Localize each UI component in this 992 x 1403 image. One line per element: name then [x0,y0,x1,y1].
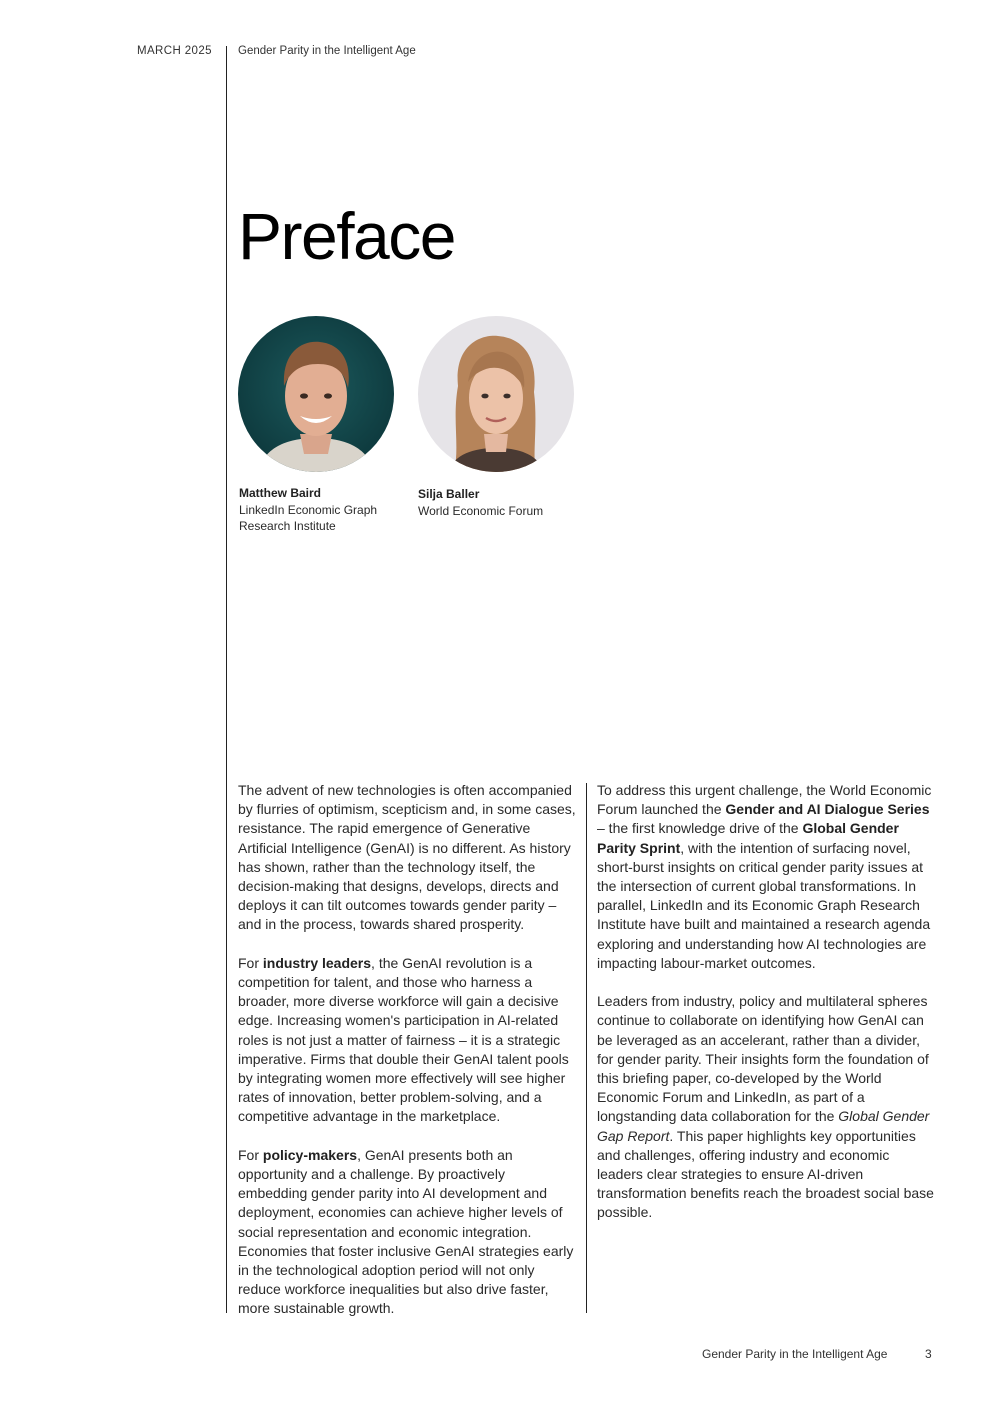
paragraph-policy-makers: For policy-makers, GenAI presents both an opportunity and a challenge. By proactively embedding gender parity into AI development and deployment, economies can achieve higher levels of social representation and economic integration. Economies that foster inclusive GenAI strategies early in the technological adoption period will not only reduce workforce inequalities but also drive faster, more sustainable growth. [238,1146,574,1317]
footer-title: Gender Parity in the Intelligent Age [702,1347,888,1361]
author-name: Silja Baller [418,487,480,501]
author-affiliation: LinkedIn Economic Graph Research Institute [239,502,378,533]
author-caption-1 [239,485,399,535]
author-affiliation: World Economic Forum [418,503,544,518]
body-column-left [238,781,576,1338]
column-divider [586,783,587,1313]
page-number: 3 [925,1347,932,1361]
header-date: MARCH 2025 [137,45,212,57]
portrait-man-image [238,316,394,472]
paragraph-dialogue-series: To address this urgent challenge, the World Economic Forum launched the Gender and AI Dialogue Series – the first knowledge drive of the Global Gender Parity Sprint, with the intention of surfacing novel, short-burst insights on critical gender parity issues at the intersection of current global transformations. In parallel, LinkedIn and its Economic Graph Research Institute have built and maintained a research agenda exploring and understanding how AI technologies are impacting labour-market outcomes. [597,782,932,971]
paragraph-leaders: Leaders from industry, policy and multilateral spheres continue to collaborate on identifying how GenAI can be leveraged as an accelerant, rather than a divider, for gender parity. Their insights form the foundation of this briefing paper, co-developed by the World Economic Forum and LinkedIn, as part of a longstanding data collaboration for the Global Gender Gap Report. This paper highlights key opportunities and challenges, offering industry and economic leaders clear strategies to ensure AI-driven transformation benefits reach the broadest social base possible. [597,993,934,1221]
page-title: Preface [238,199,455,273]
paragraph-intro: The advent of new technologies is often accompanied by flurries of optimism, scepticism and, in some cases, resistance. The rapid emergence of Generative Artificial Intelligence (GenAI) is no different. As history has shown, rather than the technology itself, the decision-making that designs, develops, directs and deploys it can tilt outcomes towards gender parity – and in the process, towards shared prosperity. [238,782,576,933]
body-column-right [597,781,937,1242]
paragraph-industry-leaders: For industry leaders, the GenAI revolution is a competition for talent, and those who harness a broader, more diverse workforce will gain a decisive edge. Increasing women's participation in AI-related roles is not just a matter of fairness – it is a strategic imperative. Firms that double their GenAI talent pools by integrating women more effectively will see higher rates of innovation, better problem-solving, and a competitive advantage in the marketplace. [238,954,569,1125]
author-photo-silja-baller [418,316,574,472]
portrait-woman-image [418,316,574,472]
author-name: Matthew Baird [239,486,322,500]
header-title: Gender Parity in the Intelligent Age [238,45,416,57]
author-caption-2 [418,486,588,519]
author-photo-matthew-baird [238,316,394,472]
margin-rule [226,46,227,1313]
